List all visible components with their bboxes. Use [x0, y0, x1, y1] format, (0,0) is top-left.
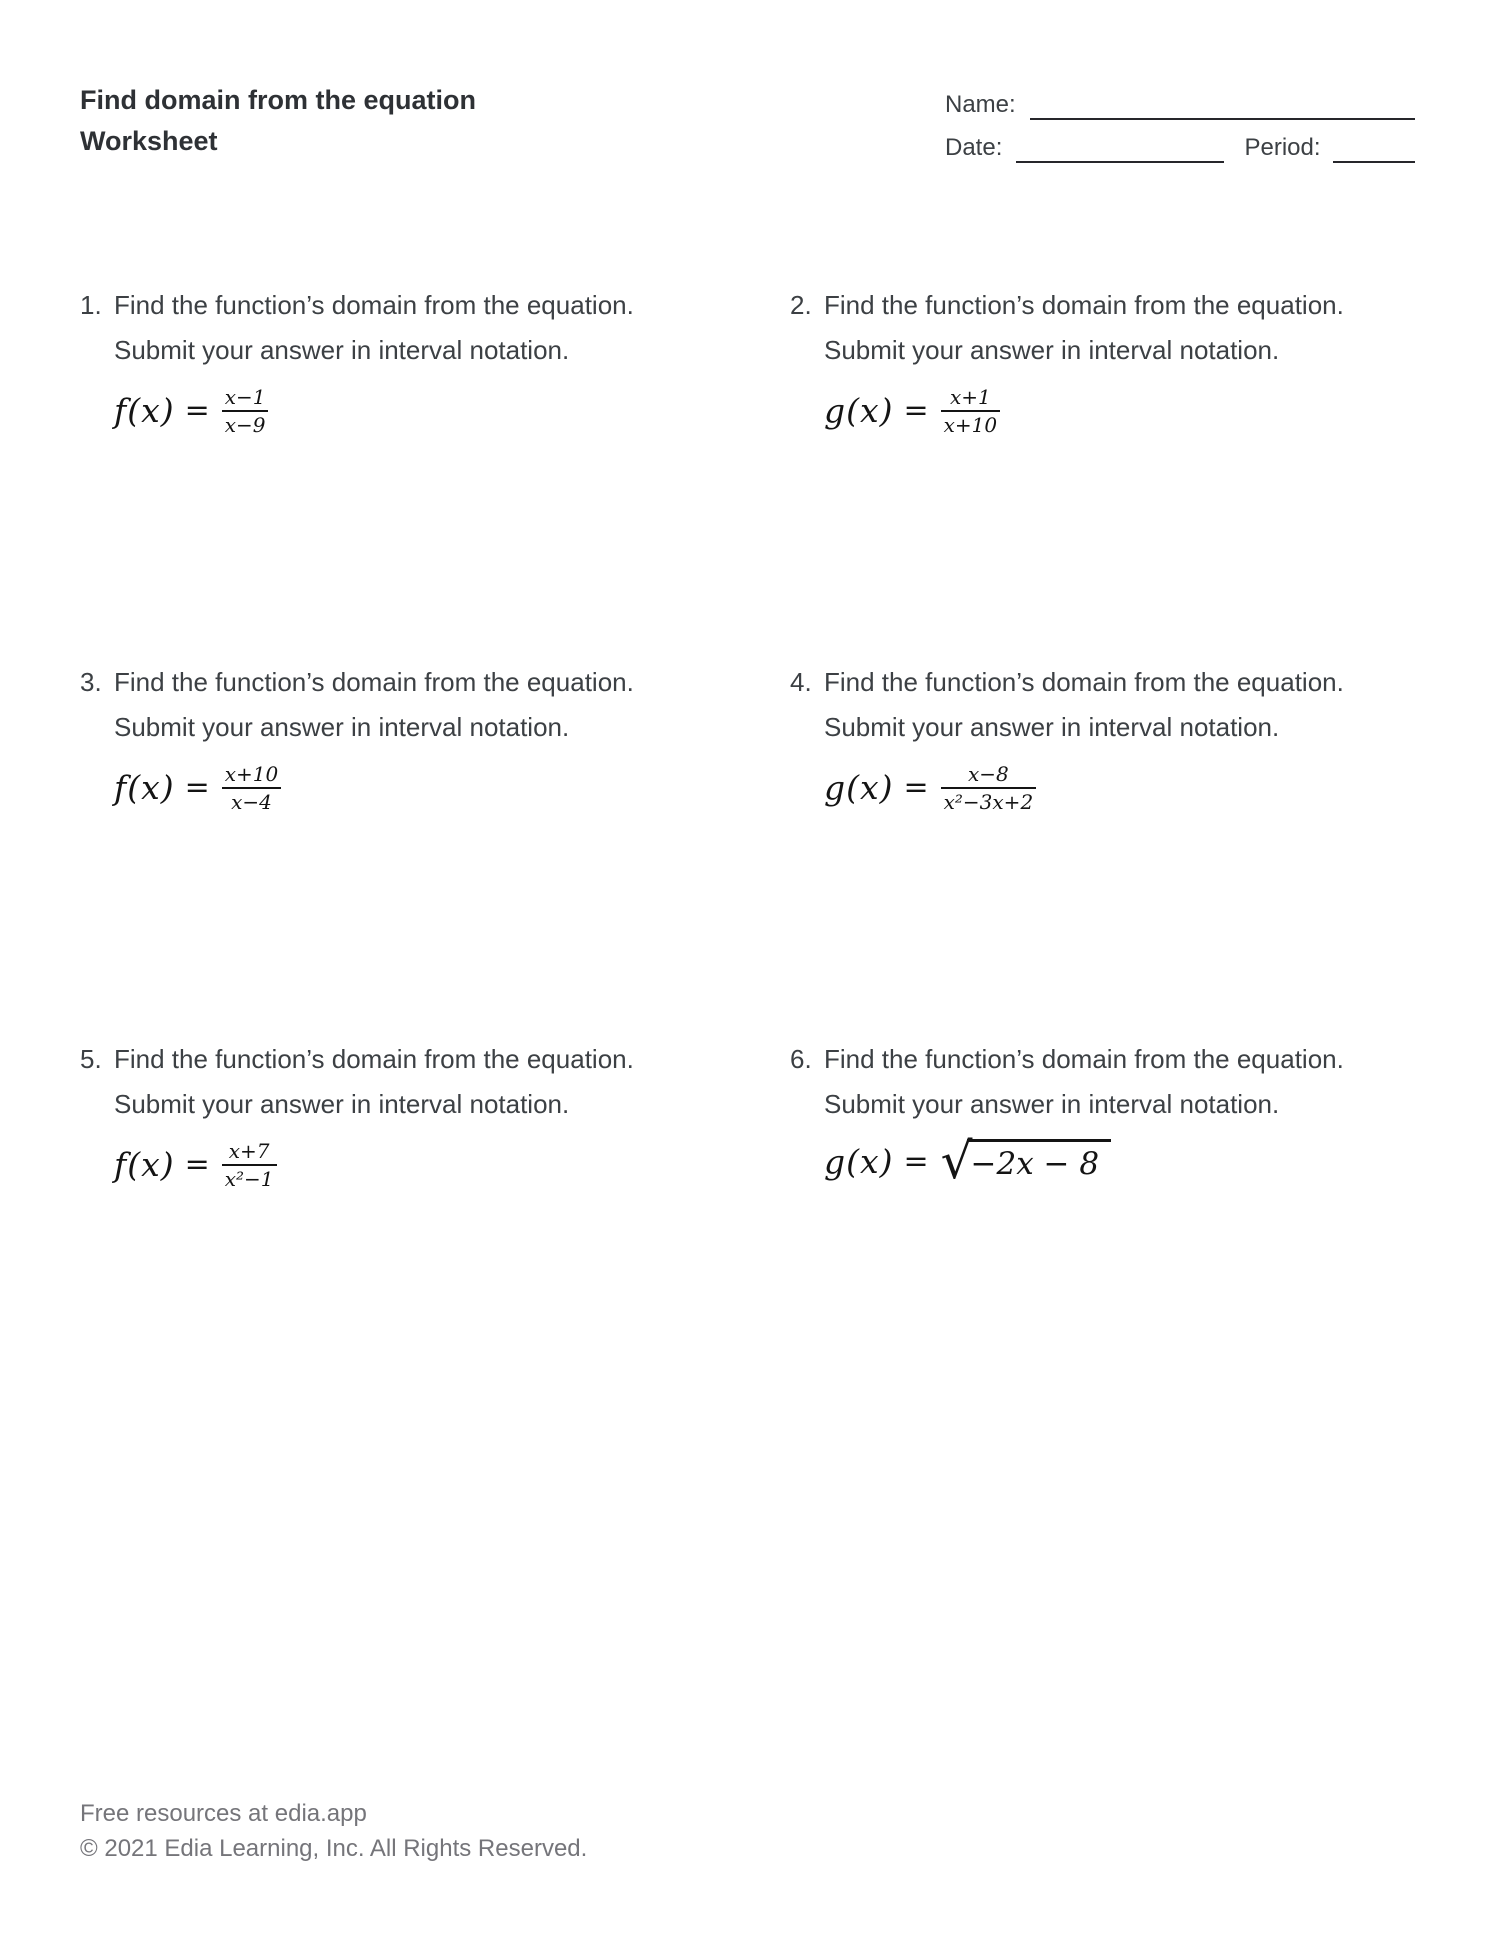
fraction [222, 386, 269, 436]
equals-sign: = [903, 1144, 929, 1179]
footer-copyright-text: © 2021 Edia Learning, Inc. All Rights Reserved. [80, 1835, 588, 1862]
equation-lhs: g(x) [824, 390, 894, 430]
problem-2-prompt [790, 283, 1450, 328]
problem-number: 6. [790, 1044, 812, 1074]
radical-icon: √ [940, 1132, 973, 1190]
equation-5 [114, 1139, 740, 1189]
equals-sign: = [903, 769, 929, 805]
equation-lhs: f(x) [114, 767, 175, 807]
square-root [940, 1132, 1111, 1190]
date-label: Date: [945, 134, 1003, 161]
footer-resources-text: Free resources at edia.app [80, 1800, 367, 1827]
equation-6 [824, 1132, 1450, 1190]
worksheet-title [80, 80, 476, 162]
prompt-line-2: Submit your answer in interval notation. [824, 1089, 1280, 1119]
problem-1 [80, 283, 740, 435]
prompt-line-2: Submit your answer in interval notation. [114, 1089, 570, 1119]
prompt-line-2: Submit your answer in interval notation. [114, 335, 570, 365]
equals-sign: = [184, 1146, 210, 1182]
fraction [941, 386, 1001, 436]
problem-6-prompt [790, 1037, 1450, 1082]
prompt-line-1: Find the function’s domain from the equation. [114, 290, 634, 320]
problem-1-prompt [80, 283, 740, 328]
equation-4 [824, 762, 1450, 812]
equation-lhs: g(x) [824, 767, 894, 807]
date-blank-line [1016, 139, 1224, 163]
problem-5 [80, 1037, 740, 1189]
problem-6 [790, 1037, 1450, 1190]
date-period-row [945, 133, 1415, 163]
problem-4 [790, 660, 1450, 812]
prompt-line-1: Find the function’s domain from the equation. [114, 667, 634, 697]
problem-number: 4. [790, 667, 812, 697]
period-blank-line [1333, 139, 1415, 163]
equation-lhs: f(x) [114, 1144, 175, 1184]
problem-3 [80, 660, 740, 812]
problem-3-prompt [80, 660, 740, 705]
problem-number: 1. [80, 290, 102, 320]
problem-number: 3. [80, 667, 102, 697]
problem-2 [790, 283, 1450, 435]
fraction [941, 763, 1037, 813]
numerator: x+10 [224, 762, 279, 786]
problem-5-prompt [80, 1037, 740, 1082]
equation-lhs: f(x) [114, 390, 175, 430]
prompt-line-1: Find the function’s domain from the equation. [114, 1044, 634, 1074]
fraction [222, 1140, 277, 1190]
denominator: x²−1 [224, 1167, 274, 1191]
denominator: x−4 [231, 790, 272, 814]
numerator: x−8 [968, 762, 1009, 786]
name-label: Name: [945, 91, 1016, 118]
problem-number: 2. [790, 290, 812, 320]
equation-2 [824, 385, 1450, 435]
prompt-line-1: Find the function’s domain from the equation. [824, 290, 1344, 320]
name-blank-line [1030, 96, 1415, 120]
numerator: x−1 [224, 385, 266, 409]
numerator: x+1 [949, 385, 991, 409]
equals-sign: = [184, 392, 210, 428]
student-info-block [945, 90, 1415, 176]
denominator: x²−3x+2 [943, 790, 1034, 814]
prompt-line-1: Find the function’s domain from the equation. [824, 667, 1344, 697]
denominator: x+10 [943, 413, 998, 437]
prompt-line-2: Submit your answer in interval notation. [114, 712, 570, 742]
name-row [945, 90, 1415, 120]
title-line-2: Worksheet [80, 126, 218, 156]
title-line-1: Find domain from the equation [80, 85, 476, 115]
equation-3 [114, 762, 740, 812]
equals-sign: = [184, 769, 210, 805]
radicand: −2x − 8 [967, 1139, 1112, 1184]
fraction [222, 763, 282, 813]
problem-4-prompt [790, 660, 1450, 705]
equals-sign: = [903, 392, 929, 428]
equation-lhs: g(x) [824, 1142, 894, 1181]
problem-number: 5. [80, 1044, 102, 1074]
page-footer [80, 1796, 587, 1866]
denominator: x−9 [224, 413, 266, 437]
prompt-line-2: Submit your answer in interval notation. [824, 335, 1280, 365]
period-label: Period: [1244, 134, 1321, 161]
prompt-line-1: Find the function’s domain from the equation. [824, 1044, 1344, 1074]
numerator: x+7 [228, 1139, 270, 1163]
equation-1 [114, 385, 740, 435]
prompt-line-2: Submit your answer in interval notation. [824, 712, 1280, 742]
